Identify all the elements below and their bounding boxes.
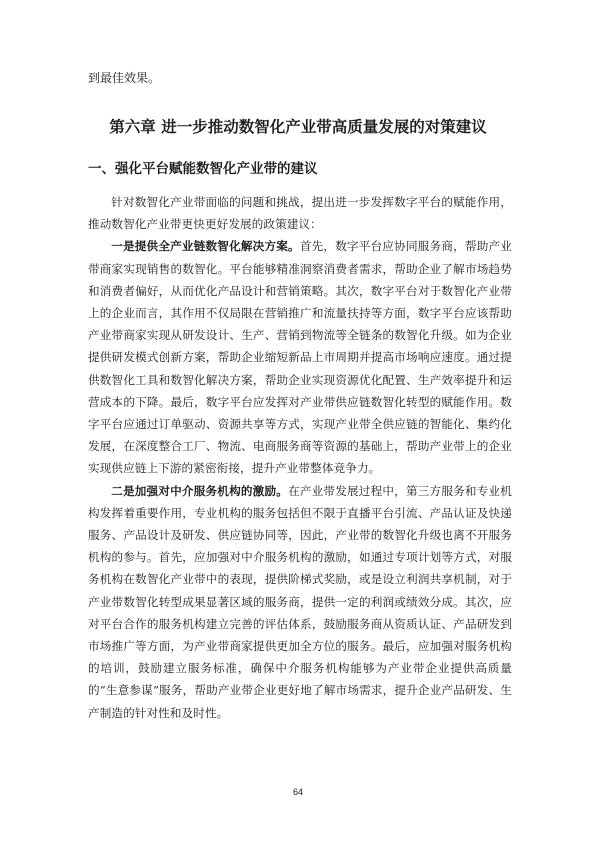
section-title: 一、强化平台赋能数智化产业带的建议 — [88, 161, 318, 177]
page-number: 64 — [292, 787, 303, 797]
recommendation-text-1: 首先，数字平台应协同服务商，帮助产业带商家实现销售的数智化。平台能够精准洞察消费者需求，帮助企业了解市场趋势和消费者偏好，从而优化产品设计和营销策略。其次，数字平台对于数智化产业带上的企业而言，其作用不仅局限在营销推广和流量扶持等方面，数字平台应该帮助产业带商家实现从研发设计、生产、营销到物流等全链条的数智化升级。如为企业提供研发模式创新方案，帮助企业缩短新品上市周期并提高市场响应速度。通过提供数智化工具和数智化解决方案，帮助企业实现资源优化配置、生产效率提升和运营成本的下降。最后，数字平台应发挥对产业带供应链数智化转型的赋能作用。数字平台应通过订单驱动、资源共享等方式，实现产业带全供应链的智能化、集约化发展，在深度整合工厂、物流、电商服务商等资源的基础上，帮助产业带上的企业实现供应链上下游的紧密衔接，提升产业带整体竞争力。 — [88, 239, 512, 476]
recommendation-lead-2: 二是加强对中介服务机构的激励。 — [111, 483, 289, 498]
recommendation-paragraph-2 — [88, 480, 512, 724]
recommendation-lead-1: 一是提供全产业链数智化解决方案。 — [111, 239, 300, 254]
carry-over-text: 到最佳效果。 — [88, 71, 161, 85]
intro-paragraph: 针对数智化产业带面临的问题和挑战，提出进一步发挥数字平台的赋能作用，推动数智化产业带更快更好发展的政策建议： — [88, 195, 512, 232]
body-text — [88, 191, 512, 724]
recommendation-paragraph-1 — [88, 235, 512, 479]
chapter-title: 第六章 进一步推动数智化产业带高质量发展的对策建议 — [109, 118, 487, 136]
recommendation-text-2: 在产业带发展过程中，第三方服务和专业机构发挥着重要作用，专业机构的服务包括但不限于直播平台引流、产品认证及快递服务、产品设计及研发、供应链协同等，因此，产业带的数智化升级也离不开服务机构的参与。首先，应加强对中介服务机构的激励，如通过专项计划等方式，对服务机构在数智化产业带中的表现，提供阶梯式奖励，或是设立利润共享机制，对于产业带数智化转型成果显著区域的服务商，提供一定的利润或绩效分成。其次，应对平台合作的服务机构建立完善的评估体系，鼓励服务商从资质认证、产品研发到市场推广等方面，为产业带商家提供更加全方位的服务。最后，应加强对服务机构的培训，鼓励建立服务标准，确保中介服务机构能够为产业带企业提供高质量的“生意参谋”服务，帮助产业带企业更好地了解市场需求，提升企业产品研发、生产制造的针对性和及时性。 — [88, 483, 512, 720]
